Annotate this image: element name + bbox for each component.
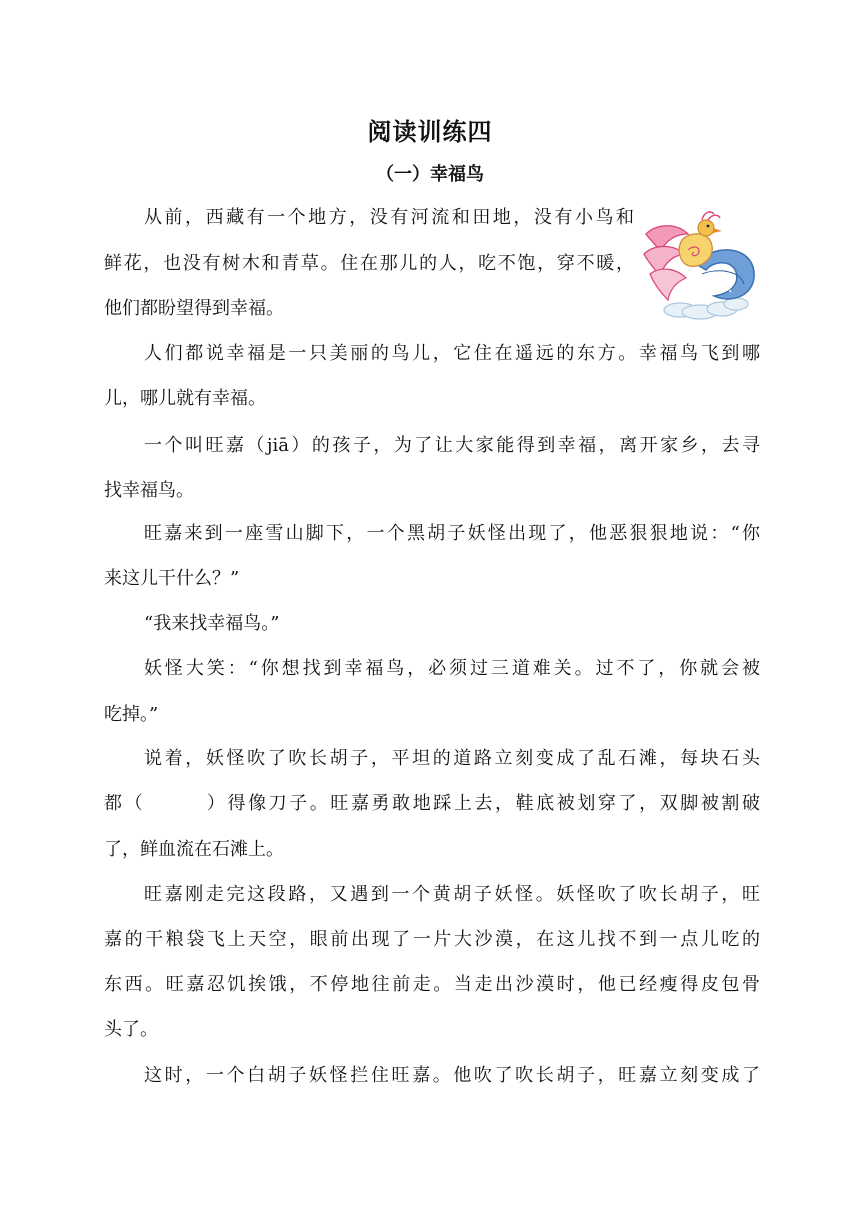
story-title: （一）幸福鸟 [376, 164, 484, 185]
text-line: 嘉的干粮袋飞上天空，眼前出现了一片大沙漠，在这儿找不到一点儿吃的 [104, 929, 760, 950]
page-title: 阅读训练四 [367, 118, 493, 146]
text-line: 旺嘉来到一座雪山脚下，一个黑胡子妖怪出现了，他恶狠狠地说：“你 [144, 523, 760, 544]
text-line: 鲜花，也没有树木和青草。住在那儿的人，吃不饱，穿不暖， [104, 253, 634, 274]
text-line: 儿，哪儿就有幸福。 [104, 388, 266, 409]
text-line: 头了。 [104, 1019, 158, 1040]
text-line: 了，鲜血流在石滩上。 [104, 839, 284, 860]
text-line: “我来找幸福鸟。” [144, 613, 280, 634]
text-line: 旺嘉刚走完这段路，又遇到一个黄胡子妖怪。妖怪吹了吹长胡子，旺 [144, 884, 760, 905]
text-line: 从前，西藏有一个地方，没有河流和田地，没有小鸟和 [144, 207, 634, 228]
phoenix-illustration-icon [636, 204, 762, 322]
text-line: 东西。旺嘉忍饥挨饿，不停地往前走。当走出沙漠时，他已经瘦得皮包骨 [104, 974, 760, 995]
text-line: 一个叫旺嘉（jiā）的孩子，为了让大家能得到幸福，离开家乡，去寻 [144, 435, 760, 456]
text-line: 妖怪大笑：“你想找到幸福鸟，必须过三道难关。过不了，你就会被 [144, 658, 760, 679]
text-line: 找幸福鸟。 [104, 480, 194, 501]
text-line: 人们都说幸福是一只美丽的鸟儿，它住在遥远的东方。幸福鸟飞到哪 [144, 343, 760, 364]
text-line: 吃掉。” [104, 704, 159, 725]
text-line: 都（ ）得像刀子。旺嘉勇敢地踩上去，鞋底被划穿了，双脚被割破 [104, 793, 760, 814]
text-line: 来这儿干什么？” [104, 568, 240, 589]
text-line: 说着，妖怪吹了吹长胡子，平坦的道路立刻变成了乱石滩，每块石头 [144, 748, 760, 769]
text-line: 他们都盼望得到幸福。 [104, 298, 284, 319]
text-line: 这时，一个白胡子妖怪拦住旺嘉。他吹了吹长胡子，旺嘉立刻变成了 [144, 1065, 760, 1086]
